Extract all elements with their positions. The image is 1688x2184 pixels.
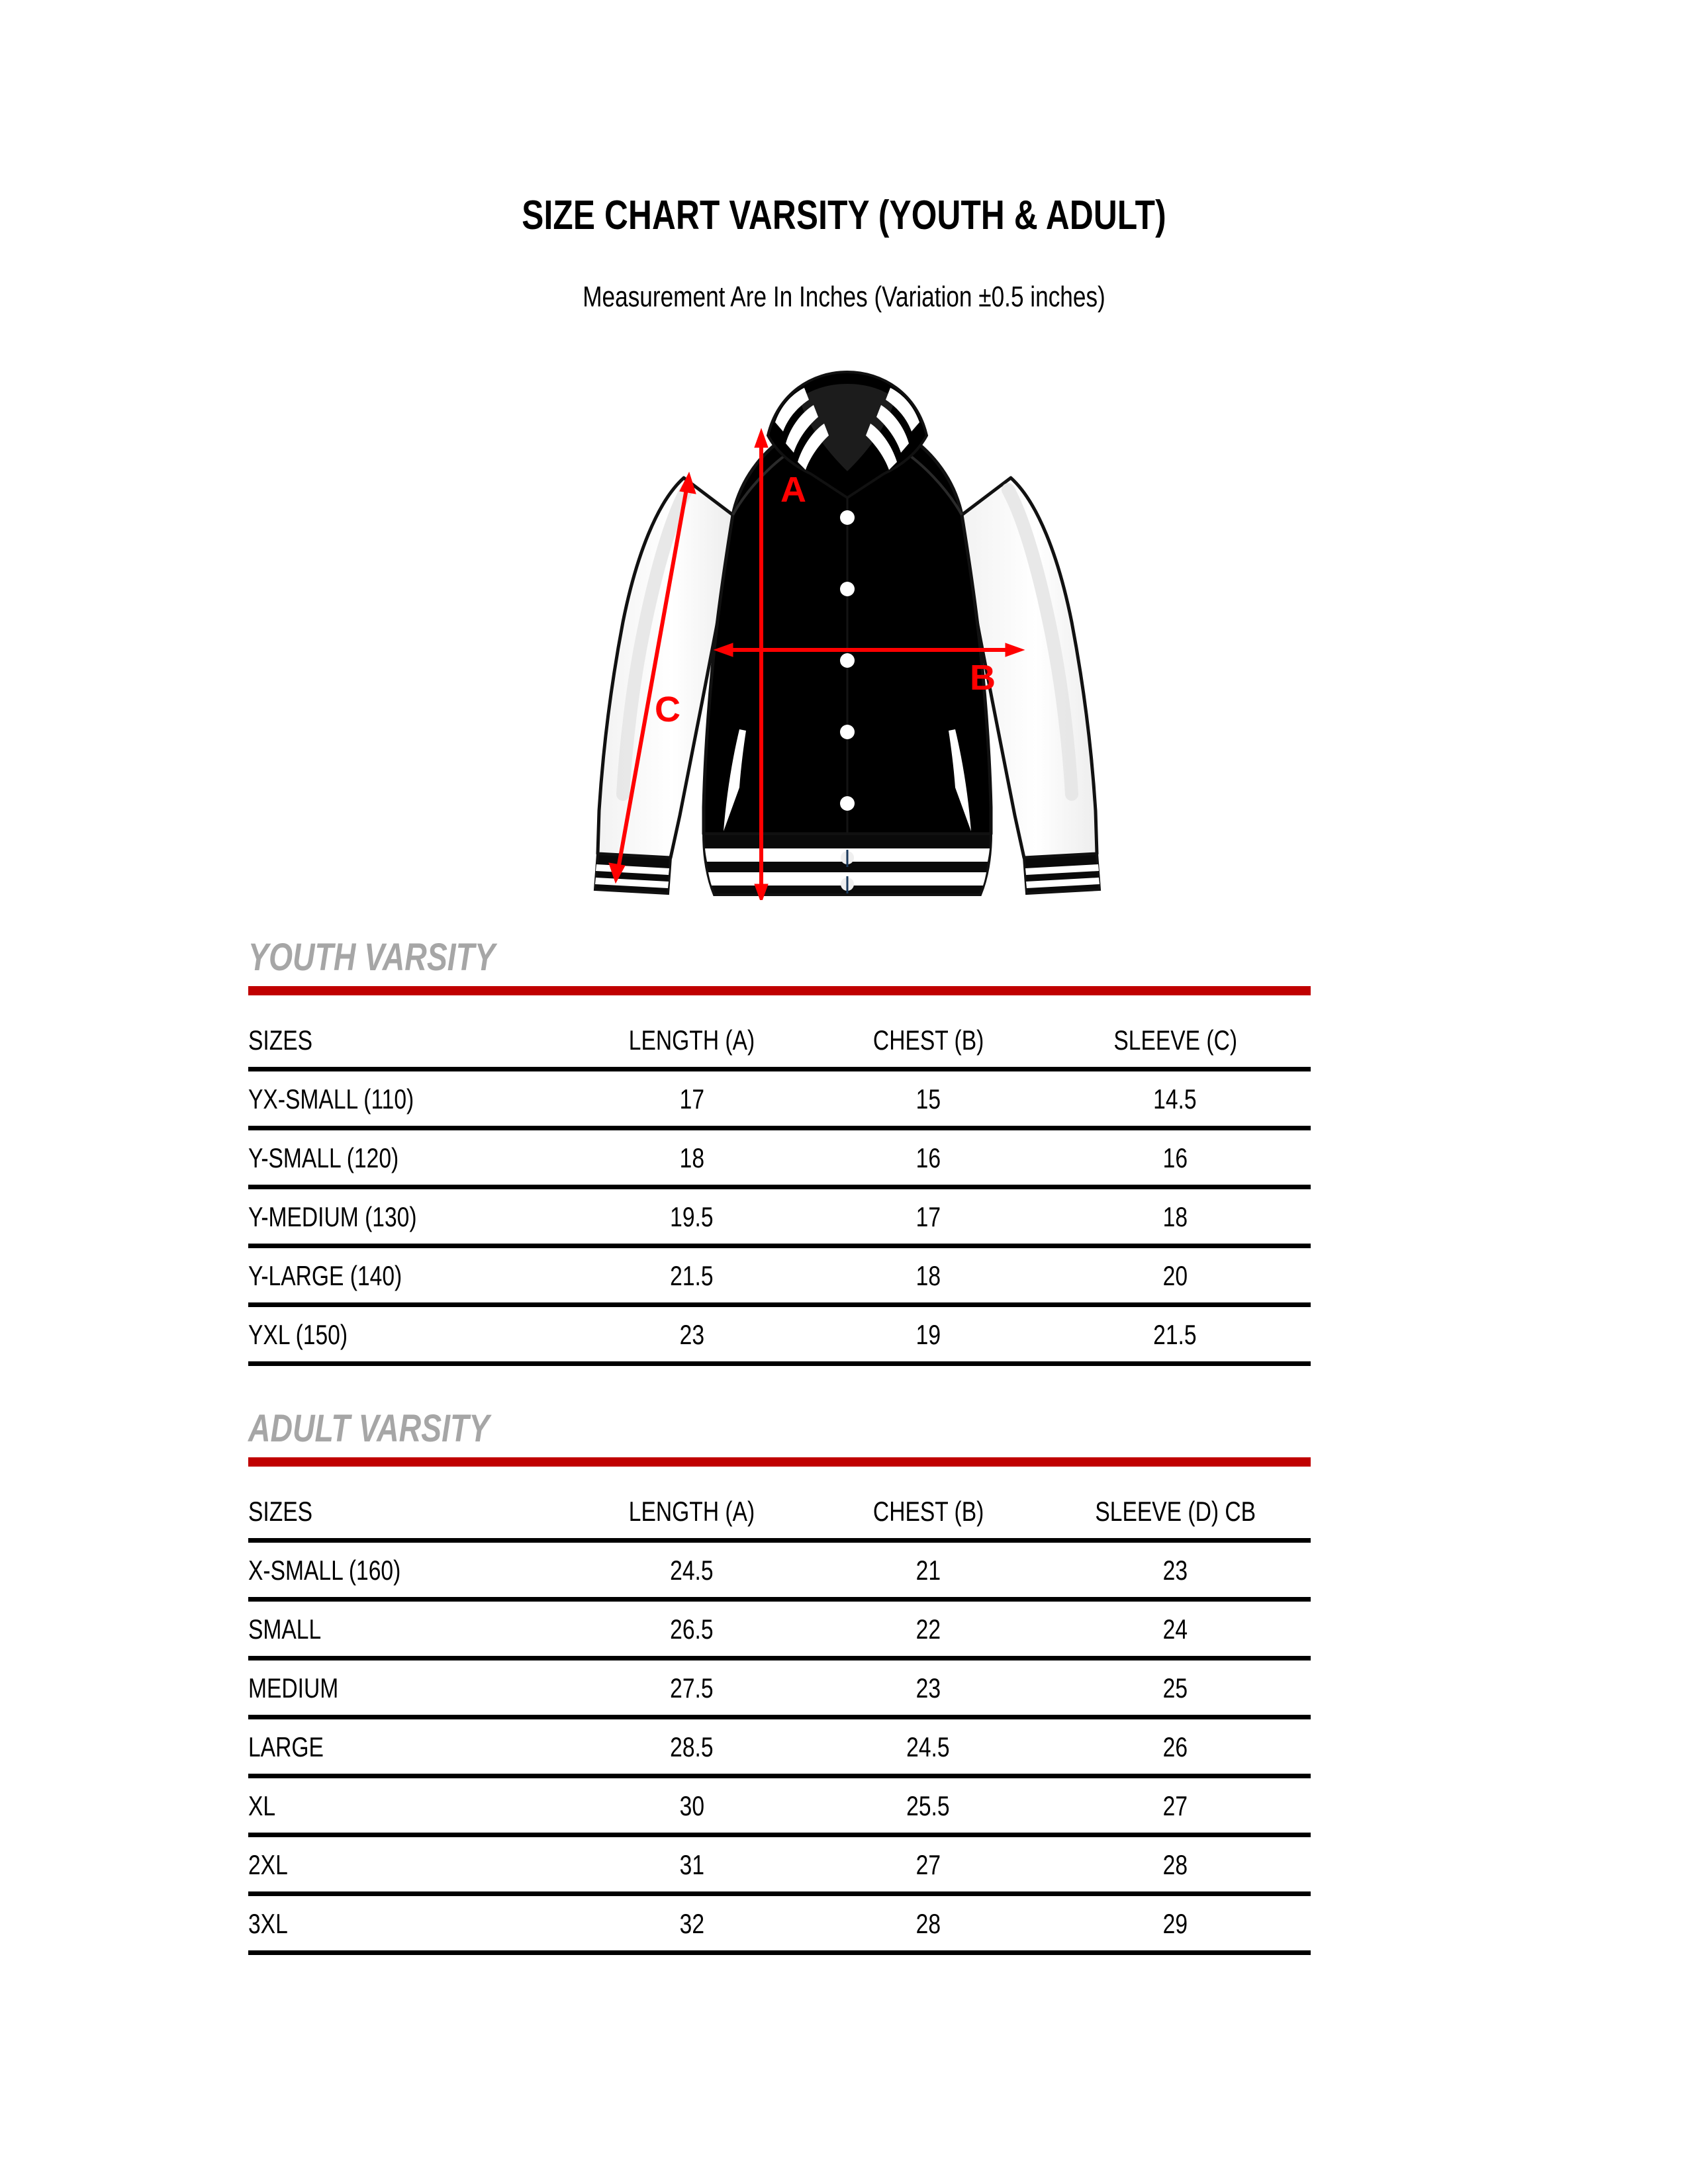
cell-length: 27.5 bbox=[567, 1659, 817, 1717]
cell-sleeve: 20 bbox=[1040, 1246, 1311, 1305]
cell-sleeve: 14.5 bbox=[1040, 1069, 1311, 1128]
adult-col-header-sizes: SIZES bbox=[248, 1484, 567, 1541]
cell-chest: 15 bbox=[817, 1069, 1040, 1128]
cell-length: 19.5 bbox=[567, 1187, 817, 1246]
adult-section-heading: ADULT VARSITY bbox=[248, 1407, 490, 1450]
cell-size: MEDIUM bbox=[248, 1659, 567, 1717]
cell-sleeve: 25 bbox=[1040, 1659, 1311, 1717]
cell-size: X-SMALL (160) bbox=[248, 1541, 567, 1600]
table-row bbox=[248, 1659, 1311, 1717]
youth-section-heading: YOUTH VARSITY bbox=[248, 936, 495, 979]
cell-chest: 22 bbox=[817, 1600, 1040, 1659]
cell-chest: 23 bbox=[817, 1659, 1040, 1717]
cell-sleeve: 27 bbox=[1040, 1776, 1311, 1835]
cell-sleeve: 18 bbox=[1040, 1187, 1311, 1246]
cell-length: 21.5 bbox=[567, 1246, 817, 1305]
cell-size: Y-SMALL (120) bbox=[248, 1128, 567, 1187]
cell-chest: 16 bbox=[817, 1128, 1040, 1187]
cell-sleeve: 29 bbox=[1040, 1894, 1311, 1953]
right-cuff-rib bbox=[1024, 854, 1100, 893]
table-row bbox=[248, 1717, 1311, 1776]
cell-chest: 17 bbox=[817, 1187, 1040, 1246]
adult-size-table bbox=[248, 1484, 1311, 1955]
cell-length: 17 bbox=[567, 1069, 817, 1128]
cell-chest: 27 bbox=[817, 1835, 1040, 1894]
table-row bbox=[248, 1541, 1311, 1600]
youth-accent-bar bbox=[248, 986, 1311, 995]
jacket-body bbox=[704, 372, 991, 895]
youth-varsity-section bbox=[248, 938, 1311, 1366]
marker-label-a: A bbox=[780, 470, 806, 510]
table-row bbox=[248, 1128, 1311, 1187]
cell-length: 26.5 bbox=[567, 1600, 817, 1659]
cell-length: 31 bbox=[567, 1835, 817, 1894]
table-row bbox=[248, 1305, 1311, 1364]
cell-chest: 24.5 bbox=[817, 1717, 1040, 1776]
adult-table-header-row bbox=[248, 1484, 1311, 1541]
cell-size: YX-SMALL (110) bbox=[248, 1069, 567, 1128]
cell-sleeve: 21.5 bbox=[1040, 1305, 1311, 1364]
youth-col-header-sleeve: SLEEVE (C) bbox=[1040, 1013, 1311, 1069]
adult-col-header-length: LENGTH (A) bbox=[567, 1484, 817, 1541]
cell-chest: 21 bbox=[817, 1541, 1040, 1600]
table-row bbox=[248, 1835, 1311, 1894]
cell-size: Y-MEDIUM (130) bbox=[248, 1187, 567, 1246]
cell-sleeve: 23 bbox=[1040, 1541, 1311, 1600]
cell-sleeve: 16 bbox=[1040, 1128, 1311, 1187]
measurement-note: Measurement Are In Inches (Variation ±0.5 inches) bbox=[583, 281, 1105, 313]
youth-col-header-length: LENGTH (A) bbox=[567, 1013, 817, 1069]
table-row bbox=[248, 1187, 1311, 1246]
page-title: SIZE CHART VARSITY (YOUTH & ADULT) bbox=[522, 193, 1166, 238]
table-row bbox=[248, 1069, 1311, 1128]
cell-size: YXL (150) bbox=[248, 1305, 567, 1364]
marker-label-b: B bbox=[970, 658, 996, 698]
cell-sleeve: 24 bbox=[1040, 1600, 1311, 1659]
youth-table-header-row bbox=[248, 1013, 1311, 1069]
cell-size: LARGE bbox=[248, 1717, 567, 1776]
cell-length: 18 bbox=[567, 1128, 817, 1187]
cell-size: 2XL bbox=[248, 1835, 567, 1894]
cell-sleeve: 26 bbox=[1040, 1717, 1311, 1776]
table-row bbox=[248, 1246, 1311, 1305]
varsity-jacket-illustration bbox=[513, 324, 1182, 900]
cell-chest: 19 bbox=[817, 1305, 1040, 1364]
cell-size: XL bbox=[248, 1776, 567, 1835]
table-row bbox=[248, 1894, 1311, 1953]
table-row bbox=[248, 1776, 1311, 1835]
cell-length: 23 bbox=[567, 1305, 817, 1364]
cell-length: 28.5 bbox=[567, 1717, 817, 1776]
cell-chest: 18 bbox=[817, 1246, 1040, 1305]
left-cuff-rib bbox=[595, 854, 671, 893]
cell-length: 32 bbox=[567, 1894, 817, 1953]
jacket-waistband-rib bbox=[704, 834, 991, 895]
youth-size-table bbox=[248, 1013, 1311, 1366]
cell-size: SMALL bbox=[248, 1600, 567, 1659]
cell-chest: 25.5 bbox=[817, 1776, 1040, 1835]
youth-col-header-sizes: SIZES bbox=[248, 1013, 567, 1069]
youth-col-header-chest: CHEST (B) bbox=[817, 1013, 1040, 1069]
cell-length: 30 bbox=[567, 1776, 817, 1835]
cell-size: 3XL bbox=[248, 1894, 567, 1953]
adult-col-header-sleeve: SLEEVE (D) CB bbox=[1040, 1484, 1311, 1541]
adult-accent-bar bbox=[248, 1457, 1311, 1467]
adult-varsity-section bbox=[248, 1407, 1311, 1955]
adult-col-header-chest: CHEST (B) bbox=[817, 1484, 1040, 1541]
table-row bbox=[248, 1600, 1311, 1659]
cell-length: 24.5 bbox=[567, 1541, 817, 1600]
marker-label-c: C bbox=[655, 690, 680, 729]
cell-size: Y-LARGE (140) bbox=[248, 1246, 567, 1305]
cell-chest: 28 bbox=[817, 1894, 1040, 1953]
cell-sleeve: 28 bbox=[1040, 1835, 1311, 1894]
